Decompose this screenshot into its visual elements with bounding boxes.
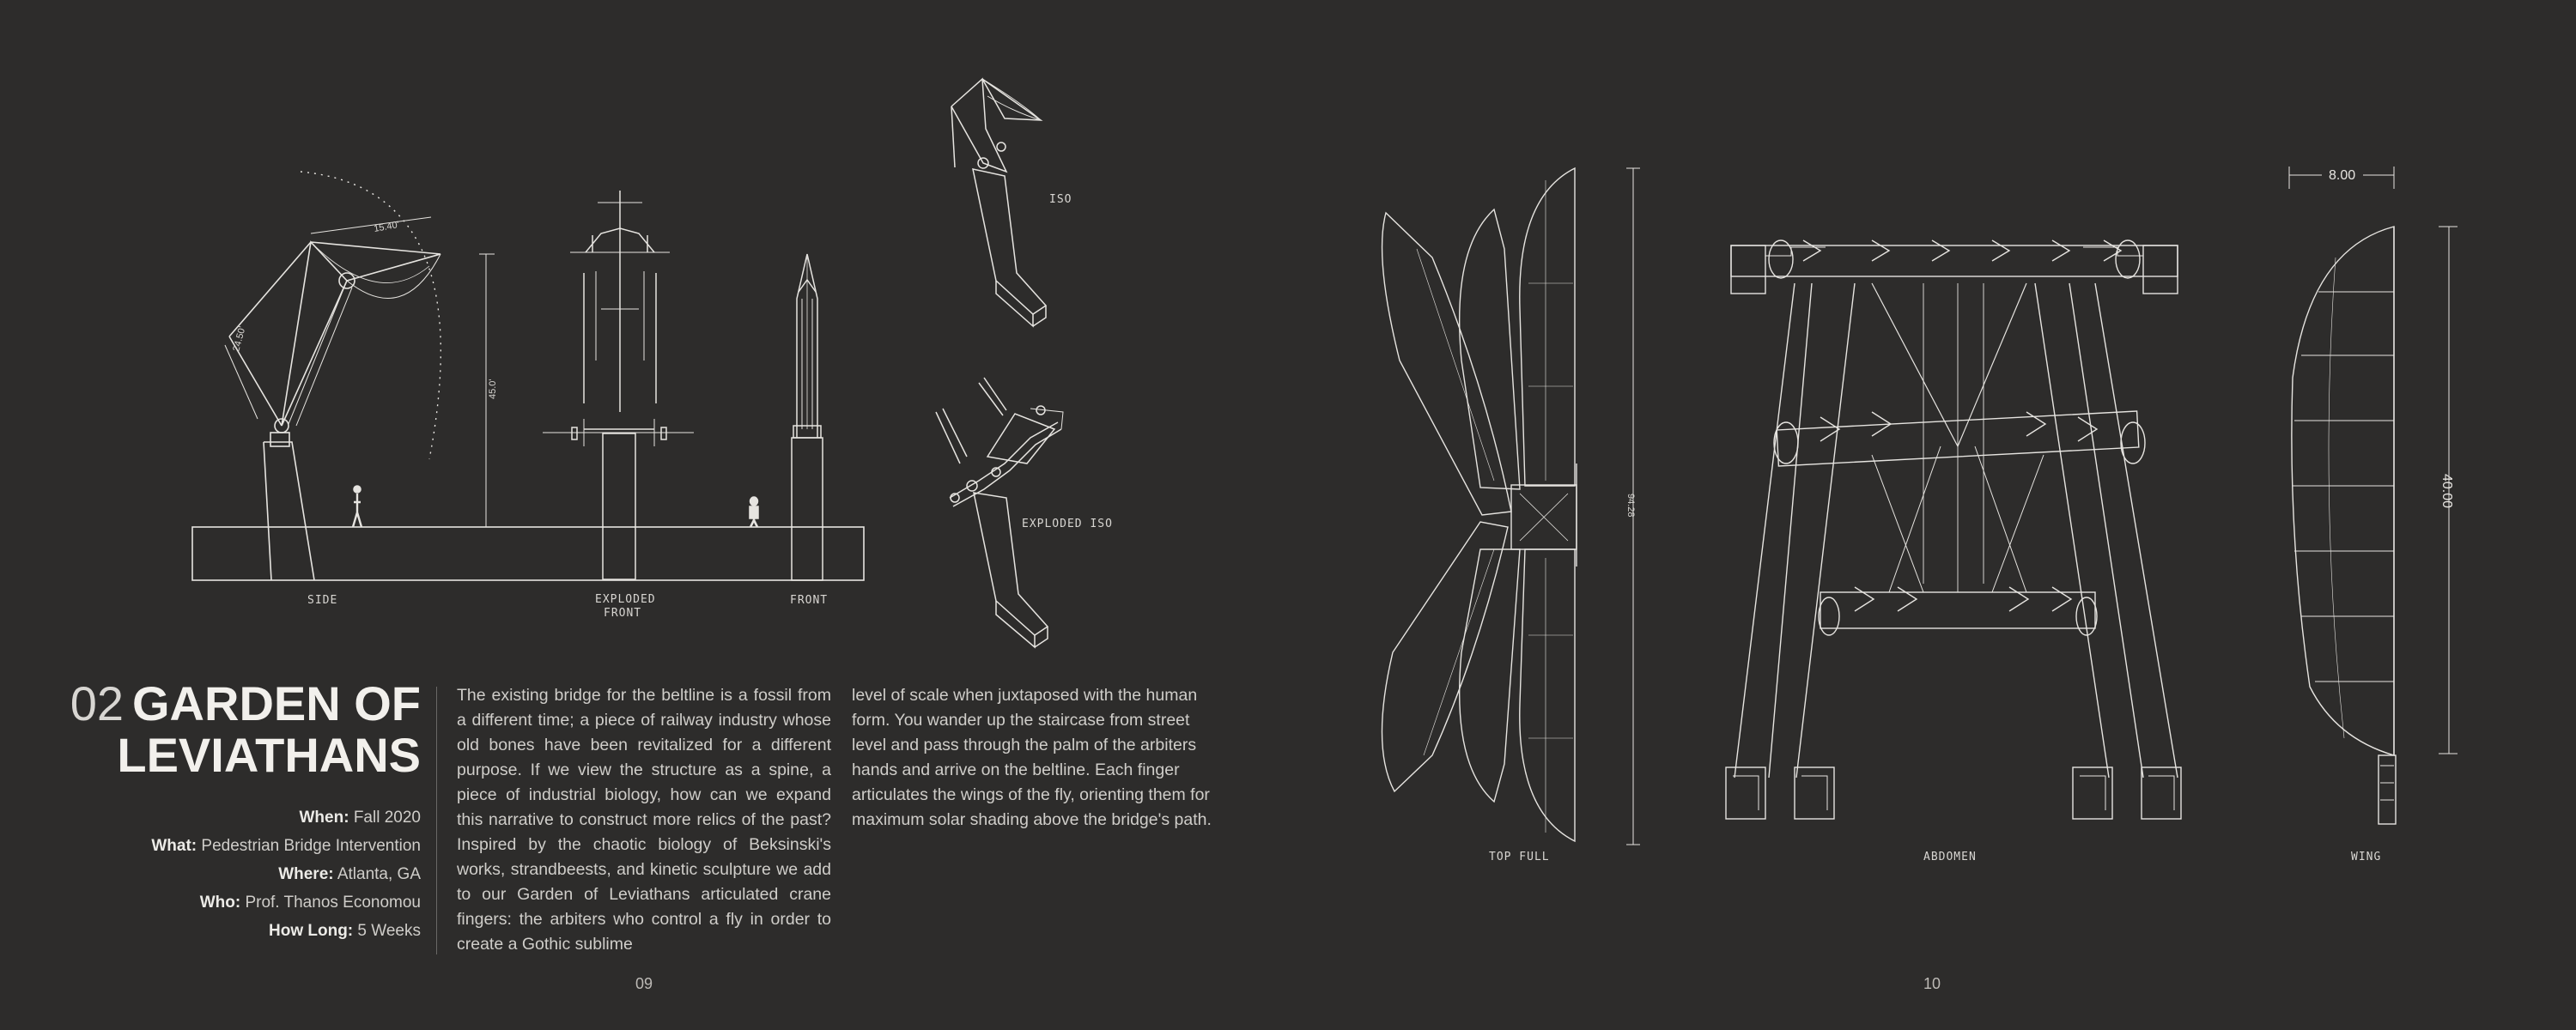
- dim-side-top: 15.40': [373, 219, 400, 234]
- label-iso: ISO: [1049, 193, 1072, 206]
- meta-where-value: Atlanta, GA: [337, 865, 421, 883]
- wing-drawing: [2289, 167, 2458, 824]
- meta-what-value: Pedestrian Bridge Intervention: [201, 837, 421, 855]
- label-side: SIDE: [307, 594, 338, 607]
- dim-side-arm: 24.50': [231, 325, 248, 353]
- project-title-line2: LEVIATHANS: [117, 728, 421, 782]
- label-exploded-front-1: EXPLODED: [595, 593, 656, 606]
- meta-who-value: Prof. Thanos Economou: [245, 894, 421, 912]
- page-number-right: 10: [1923, 975, 1941, 992]
- front-drawing: [750, 254, 823, 580]
- column-divider: [436, 687, 437, 954]
- label-front: FRONT: [790, 594, 829, 607]
- meta-when-value: Fall 2020: [353, 809, 421, 827]
- label-exploded-iso: EXPLODED ISO: [1022, 518, 1113, 530]
- meta-what: [52, 832, 421, 860]
- dim-wing-width: 8.00: [2329, 168, 2356, 183]
- dim-top-full-height: 94.28: [1625, 494, 1636, 518]
- project-meta: [52, 803, 421, 945]
- dim-side-height: 45.0': [488, 379, 498, 399]
- project-number: 02: [70, 676, 124, 730]
- meta-where-key: Where:: [278, 865, 334, 883]
- meta-how-long: [52, 917, 421, 945]
- dim-wing-height: 40.00: [2439, 474, 2454, 509]
- abdomen-drawing: [1726, 240, 2181, 819]
- label-top-full: TOP FULL: [1489, 851, 1550, 863]
- project-title-block: [52, 678, 421, 945]
- meta-where: [52, 860, 421, 888]
- project-title: [52, 678, 421, 781]
- exploded-iso-drawing: [936, 378, 1063, 647]
- body-text-column-2: level of scale when juxtaposed with the human form. You wander up the staircase from street level and pass through the palm of the arbiters hands and arrive on the beltline. Each finger articulates the wings of the fly, orienting them for maximum solar shading above the bridge's path.: [852, 686, 1212, 829]
- label-abdomen: ABDOMEN: [1923, 851, 1977, 863]
- exploded-front-drawing: [543, 191, 694, 579]
- top-full-drawing: [1382, 168, 1640, 845]
- meta-what-key: What:: [151, 837, 197, 855]
- iso-drawing: [951, 79, 1046, 326]
- meta-how-long-value: 5 Weeks: [357, 922, 421, 940]
- label-exploded-front-2: FRONT: [604, 607, 642, 620]
- meta-when-key: When:: [299, 809, 349, 827]
- meta-who: [52, 888, 421, 917]
- side-elevation-drawing: [192, 172, 864, 580]
- meta-when: [52, 803, 421, 832]
- label-wing: WING: [2351, 851, 2382, 863]
- meta-how-long-key: How Long:: [269, 922, 354, 940]
- meta-who-key: Who:: [199, 894, 241, 912]
- project-title-line1: GARDEN OF: [132, 676, 421, 730]
- page-number-left: 09: [635, 975, 653, 992]
- body-text-column-1: The existing bridge for the beltline is a fossil from a different time; a piece of railway industry whose old bones have been revitalized for a different purpose. If we view the structure as a spine, a piece of industrial biology, how can we expand this narrative to construct more relics of the past? Inspired by the chaotic biology of Beksinski's works, strandbeests, and kinetic sculpture we add to our Garden of Leviathans articulated crane fingers: the arbiters who control a fly in order to create a Gothic sublime: [457, 686, 831, 954]
